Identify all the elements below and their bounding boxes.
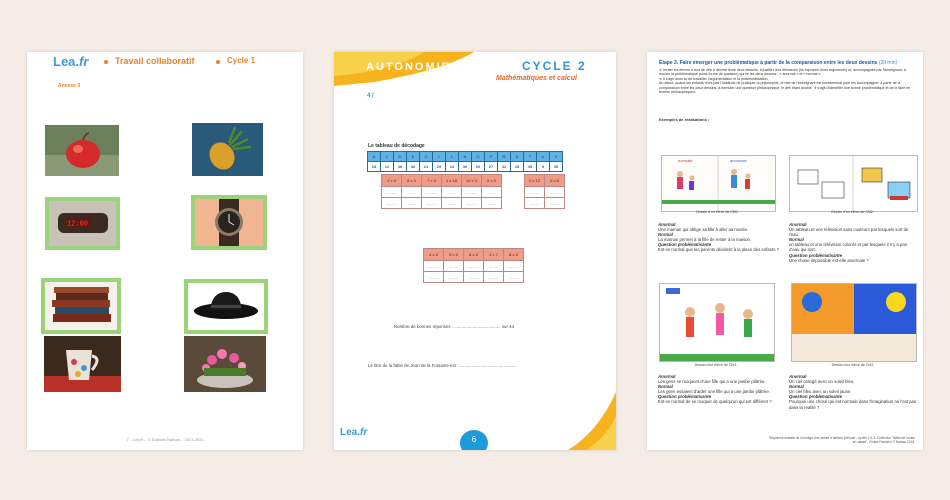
grid-cell: 2 x 12 bbox=[525, 175, 545, 187]
caption: Dessin d'un élève de CM2. bbox=[831, 210, 874, 214]
answer-cell[interactable]: ........ bbox=[444, 261, 464, 272]
code-cell: 20 bbox=[472, 162, 485, 172]
letter-cell: E bbox=[407, 152, 420, 162]
grid-cell: 7 x 5 bbox=[422, 175, 442, 187]
svg-text:anormale: anormale bbox=[730, 158, 747, 163]
header-title: AUTONOMIE bbox=[366, 61, 452, 73]
score-line: Nombre de bonnes réponses : ...................................... sur 44 bbox=[394, 324, 515, 329]
answer-cell[interactable]: ........ bbox=[462, 187, 482, 198]
apple-image bbox=[45, 125, 119, 176]
paragraph: ➜ Il s'agit donc ici de travailler l'argumentation et la problématisation. bbox=[659, 76, 769, 81]
multiplication-grid-3 bbox=[423, 248, 524, 283]
letter-cell: I bbox=[433, 152, 446, 162]
page-footer: Séquence extraite de l'ouvrage Une année d'ateliers philo.art - cycles 2 & 3. Collection "Méthode toutes en classe", Chiara Pastorini © Nathan 2018. bbox=[769, 436, 915, 444]
code-cell: 30 bbox=[459, 162, 472, 172]
answer-cell[interactable]: ........ bbox=[382, 198, 402, 209]
paragraph: Au début, quand les enfants n'ont pas l'habitude de pratiquer la philosophie, le rôle de l'enseignant est fondamental pour les accompagner, à partir de la comparaison entre les deux dessins, à formuler une question philosophique, le défi étant double : il s'agit d'identifier une bonne problématique et de le faire en termes philosophiques. bbox=[659, 81, 911, 95]
letter-cell: O bbox=[472, 152, 485, 162]
caption: Dessin d'un élève de CM1. bbox=[694, 363, 738, 367]
letter-cell: A bbox=[368, 152, 381, 162]
decoding-table bbox=[367, 151, 563, 172]
exercise-number: 4 / bbox=[367, 93, 374, 99]
letter-cell: D bbox=[394, 152, 407, 162]
code-cell: 25 bbox=[433, 162, 446, 172]
answer-cell[interactable]: ........ bbox=[382, 187, 402, 198]
answer-cell[interactable]: ........ bbox=[545, 187, 565, 198]
grid-cell: 1 x 18 bbox=[442, 175, 462, 187]
answer-cell[interactable]: ........ bbox=[402, 198, 422, 209]
letter-cell: G bbox=[420, 152, 433, 162]
examples-label: Exemples de réalisations : bbox=[659, 117, 710, 122]
answer-cell[interactable]: ........ bbox=[482, 187, 502, 198]
wristwatch-image bbox=[191, 195, 267, 250]
grid-cell: 8 x 3 bbox=[402, 175, 422, 187]
flower-pot-image bbox=[184, 336, 266, 392]
code-cell: 18 bbox=[368, 162, 381, 172]
subject-label: Mathématiques et calcul bbox=[496, 75, 577, 82]
answer-cell[interactable]: ........ bbox=[402, 187, 422, 198]
answer-cell[interactable]: ........ bbox=[484, 272, 504, 283]
table-label: Le tableau de décodage bbox=[368, 143, 425, 149]
code-cell: 45 bbox=[524, 162, 537, 172]
grid-cell: 10 x 3 bbox=[462, 175, 482, 187]
answer-cell[interactable]: ........ bbox=[545, 198, 565, 209]
cycle-label: CYCLE 2 bbox=[522, 59, 587, 73]
svg-text:12:00: 12:00 bbox=[67, 220, 89, 229]
fable-title-line: Le titre de la fable de Jean de la Fontaine est : ............................................... bbox=[368, 363, 517, 368]
answer-cell[interactable]: ........ bbox=[484, 261, 504, 272]
answer-cell[interactable]: ........ bbox=[444, 272, 464, 283]
hat-image bbox=[184, 279, 268, 334]
instructions bbox=[659, 68, 917, 94]
letter-cell: R bbox=[498, 152, 511, 162]
drawing-cm2-sun bbox=[791, 283, 917, 362]
answer-cell[interactable]: ........ bbox=[504, 272, 524, 283]
answer-cell[interactable]: ........ bbox=[464, 272, 484, 283]
answer-cell[interactable]: ........ bbox=[464, 261, 484, 272]
code-cell: 9 bbox=[537, 162, 550, 172]
answer-cell[interactable]: ........ bbox=[462, 198, 482, 209]
letter-cell: U bbox=[537, 152, 550, 162]
caption: Dessin d'un élève de CM1. bbox=[696, 210, 739, 214]
answer-cell[interactable]: ........ bbox=[422, 187, 442, 198]
alarm-clock-image bbox=[45, 197, 120, 250]
grid-cell: 3 x 7 bbox=[484, 249, 504, 261]
caption: Dessin d'un élève de CM2. bbox=[831, 363, 875, 367]
bullet-dot bbox=[216, 60, 220, 64]
code-cell: 35 bbox=[550, 162, 563, 172]
annexe-label: Annexe 3 bbox=[58, 83, 81, 89]
code-cell: 27 bbox=[485, 162, 498, 172]
paragraph: ➜ Inviter les élèves à tour de rôle à décrire leurs deux dessins, à justifier leur démarche (ils exposent leurs arguments) et, accompagnés par l'enseignant, à trouver la problématique (sous forme de question) qui lie les deux dessins : « anormal » et « normal ». bbox=[659, 68, 906, 77]
section-title bbox=[659, 60, 914, 66]
grid-cell: 4 x 9 bbox=[382, 175, 402, 187]
letter-cell: C bbox=[381, 152, 394, 162]
drawing-text: Anormal Une maman qui oblige sa fille à aller au musée. Normal La maman permet à la fille de rester à la maison. Question problématisante Est-ce normal que les parents décident à la place des enfants ? bbox=[658, 222, 780, 253]
answer-cell[interactable]: ........ bbox=[525, 198, 545, 209]
svg-text:normale: normale bbox=[678, 158, 693, 163]
code-cell: 21 bbox=[420, 162, 433, 172]
drawing-text: Anormal Les gens se moquent d'une fille qui a une jambe plâtrée. Normal Les gens essaient d'aider une fille qui a une jambe plâtrée. Question problématisante Est-ce normal de se moquer de quelqu'un qui est différent ? bbox=[658, 374, 772, 405]
answer-cell[interactable]: ........ bbox=[442, 198, 462, 209]
page-travail-collaboratif bbox=[27, 52, 303, 450]
letter-cell: S bbox=[511, 152, 524, 162]
letter-cell: T bbox=[524, 152, 537, 162]
drawing-text: Anormal Un ciel orangé avec un soleil bleu. Normal Un ciel bleu avec un soleil jaune. Question problématisante Pourquoi une chose qui est normale dans l'imagination ne l'est pas dans la réalité ? bbox=[789, 374, 917, 410]
letter-cell: N bbox=[459, 152, 472, 162]
lea-logo: Lea.fr bbox=[53, 54, 89, 69]
books-image bbox=[41, 278, 121, 334]
duration-label: (20 min) bbox=[878, 60, 898, 66]
letter-cell: P bbox=[485, 152, 498, 162]
page-etape-3 bbox=[647, 52, 923, 450]
answer-cell[interactable]: ........ bbox=[482, 198, 502, 209]
letter-cell: L bbox=[446, 152, 459, 162]
drawing-cm1-girl bbox=[659, 283, 775, 362]
page-autonomie bbox=[334, 52, 616, 450]
code-cell: 24 bbox=[446, 162, 459, 172]
multiplication-grid-2 bbox=[524, 174, 565, 209]
answer-cell[interactable]: ........ bbox=[442, 187, 462, 198]
corner-swoosh bbox=[568, 392, 616, 450]
code-cell: 36 bbox=[394, 162, 407, 172]
code-cell: 28 bbox=[511, 162, 524, 172]
answer-cell[interactable]: ........ bbox=[525, 187, 545, 198]
page-footer: 7 – Lea.fr – © Éditions Nathan – 2021-2022 bbox=[126, 437, 204, 442]
grid-cell: 5 x 5 bbox=[444, 249, 464, 261]
lea-logo: Lea.fr bbox=[340, 427, 368, 438]
drawing-cm2-television bbox=[789, 155, 918, 212]
cycle-label: Cycle 1 bbox=[227, 56, 256, 65]
code-cell: 12 bbox=[381, 162, 394, 172]
grid-cell: 5 x 9 bbox=[482, 175, 502, 187]
bullet-dot bbox=[104, 60, 108, 64]
code-cell: 32 bbox=[498, 162, 511, 172]
answer-cell[interactable]: ........ bbox=[422, 198, 442, 209]
page-title: Travail collaboratif bbox=[115, 56, 195, 66]
grid-cell: 8 x 5 bbox=[504, 249, 524, 261]
code-cell: 40 bbox=[407, 162, 420, 172]
mug-image bbox=[44, 336, 121, 392]
page-number-badge: 6 bbox=[460, 430, 488, 450]
grid-cell: 6 x 5 bbox=[464, 249, 484, 261]
multiplication-grid-1 bbox=[381, 174, 502, 209]
drawing-text: Anormal Un tableau et une télévision sans couleurs par lesquels sort de l'eau. Normal un tableau et une télévision colorés et par lesquels il n'y a pas d'eau qui sort. Question problématisante Une chose impossible est-elle anormale ? bbox=[789, 222, 909, 263]
grid-cell: 3 x 8 bbox=[545, 175, 565, 187]
grid-cell: 4 x 5 bbox=[424, 249, 444, 261]
letter-cell: V bbox=[550, 152, 563, 162]
drawing-cm1-family bbox=[661, 155, 776, 212]
answer-cell[interactable]: ........ bbox=[504, 261, 524, 272]
answer-cell[interactable]: ........ bbox=[424, 261, 444, 272]
section-title-text: Étape 3. Faire émerger une problématique à partir de la comparaison entre les deux dessins bbox=[659, 60, 878, 66]
answer-cell[interactable]: ........ bbox=[424, 272, 444, 283]
pineapple-image bbox=[192, 123, 263, 176]
